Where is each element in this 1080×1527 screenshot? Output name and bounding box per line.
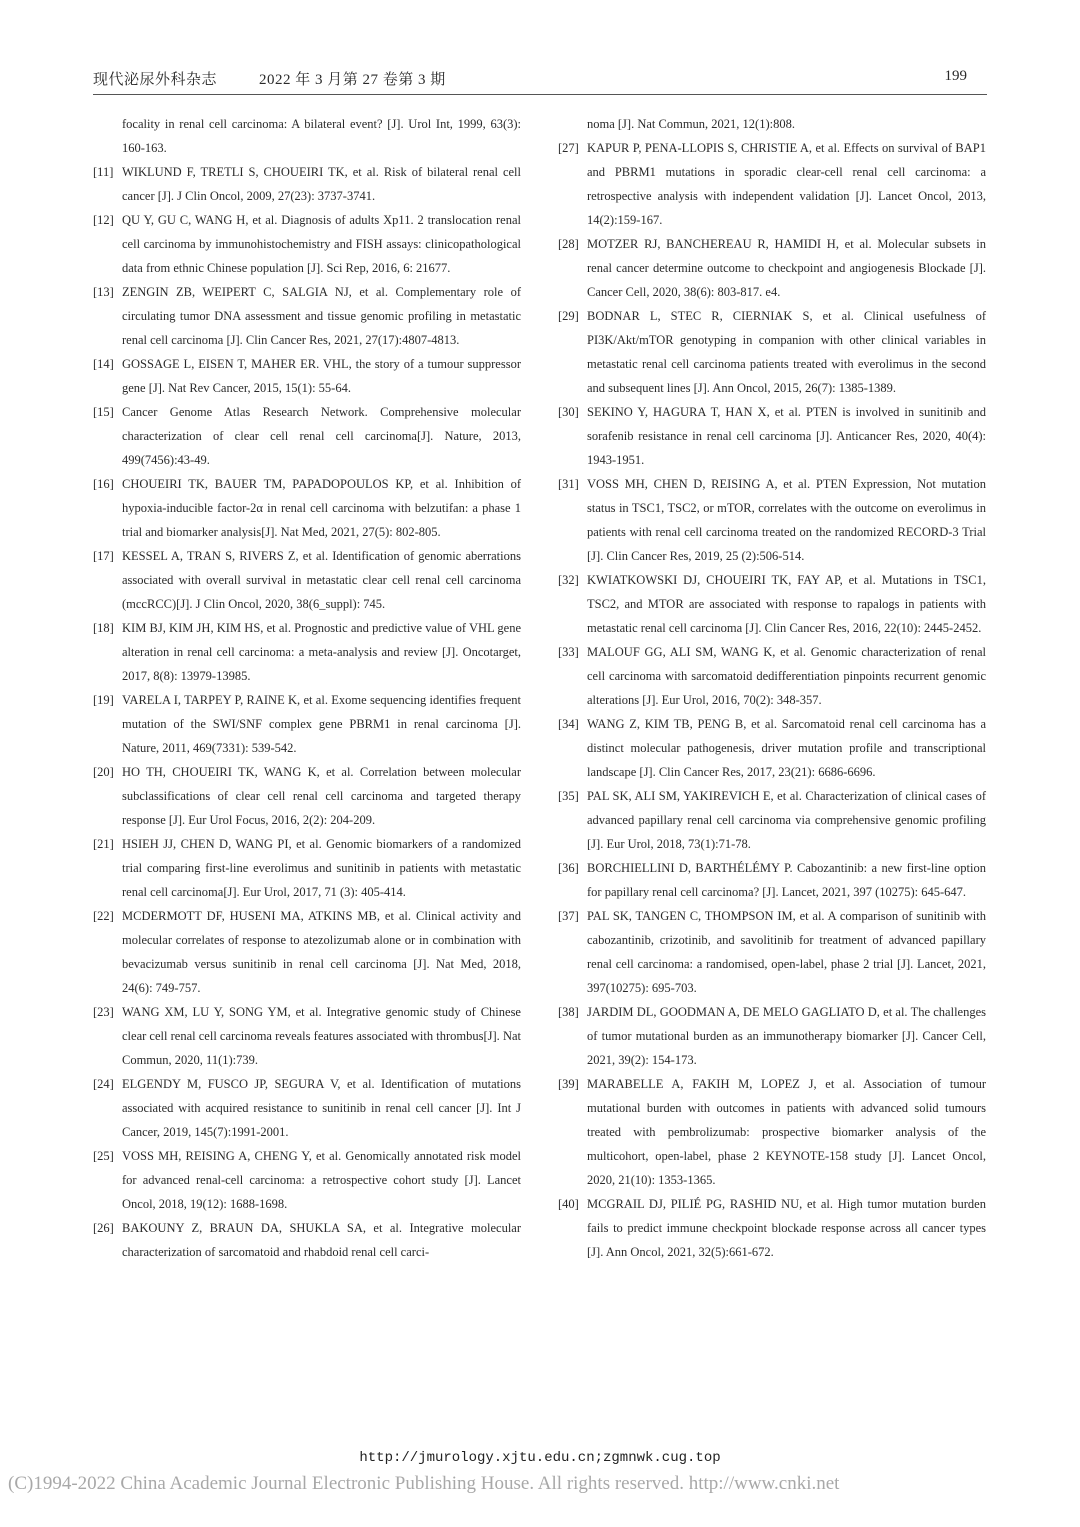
reference-number: [21]	[93, 837, 114, 851]
reference-text: KIM BJ, KIM JH, KIM HS, et al. Prognostic and predictive value of VHL gene alteration in renal cell carcinoma: a meta-analysis and review [J]. Oncotarget, 2017, 8(8): 13979-13985.	[122, 621, 521, 683]
reference-text: PAL SK, ALI SM, YAKIREVICH E, et al. Characterization of clinical cases of advanced papillary renal cell carcinoma via comprehensive genomic profiling [J]. Eur Urol, 2018, 73(1):71-78.	[587, 789, 986, 851]
reference-text: PAL SK, TANGEN C, THOMPSON IM, et al. A comparison of sunitinib with cabozantinib, crizotinib, and savolitinib for treatment of advanced papillary renal cell carcinoma: a randomised, open-label, phase 2 trial [J]. Lancet, 2021, 397(10275): 695-703.	[587, 909, 986, 995]
reference-text: MOTZER RJ, BANCHEREAU R, HAMIDI H, et al. Molecular subsets in renal cancer determine outcome to checkpoint and angiogenesis Blockade [J]. Cancer Cell, 2020, 38(6): 803-817. e4.	[587, 237, 986, 299]
reference-item	[93, 544, 521, 616]
reference-item	[558, 232, 986, 304]
reference-text: KESSEL A, TRAN S, RIVERS Z, et al. Identification of genomic aberrations associated with overall survival in metastatic clear cell renal cell carcinoma (mccRCC)[J]. J Clin Oncol, 2020, 38(6_suppl): 745.	[122, 549, 521, 611]
reference-item	[558, 568, 986, 640]
reference-number: [15]	[93, 405, 114, 419]
reference-number: [40]	[558, 1197, 579, 1211]
reference-item	[558, 1072, 986, 1192]
reference-item	[558, 472, 986, 568]
reference-item	[558, 400, 986, 472]
reference-number: [20]	[93, 765, 114, 779]
reference-item	[558, 640, 986, 712]
reference-number: [35]	[558, 789, 579, 803]
reference-text: VOSS MH, REISING A, CHENG Y, et al. Genomically annotated risk model for advanced renal-cell carcinoma: a retrospective cohort study [J]. Lancet Oncol, 2018, 19(12): 1688-1698.	[122, 1149, 521, 1211]
reference-item	[558, 136, 986, 232]
reference-text: WIKLUND F, TRETLI S, CHOUEIRI TK, et al. Risk of bilateral renal cell cancer [J]. J Clin Oncol, 2009, 27(23): 3737-3741.	[122, 165, 521, 203]
reference-text: BORCHIELLINI D, BARTHÉLÉMY P. Cabozantinib: a new first-line option for papillary renal cell carcinoma? [J]. Lancet, 2021, 397 (10275): 645-647.	[587, 861, 986, 899]
reference-number: [27]	[558, 141, 579, 155]
reference-text: KAPUR P, PENA-LLOPIS S, CHRISTIE A, et al. Effects on survival of BAP1 and PBRM1 mutations in sporadic clear-cell renal cell carcinoma: a retrospective analysis with independent validation [J]. Lancet Oncol, 2013, 14(2):159-167.	[587, 141, 986, 227]
issue-info: 2022 年 3 月第 27 卷第 3 期	[259, 72, 446, 88]
reference-item	[93, 112, 521, 160]
reference-text: SEKINO Y, HAGURA T, HAN X, et al. PTEN is involved in sunitinib and sorafenib resistance in renal cell carcinoma [J]. Anticancer Res, 2020, 40(4): 1943-1951.	[587, 405, 986, 467]
journal-title: 现代泌尿外科杂志	[93, 72, 218, 88]
reference-number: [37]	[558, 909, 579, 923]
reference-item	[558, 856, 986, 904]
reference-item	[558, 1000, 986, 1072]
reference-item	[93, 280, 521, 352]
reference-text: MCDERMOTT DF, HUSENI MA, ATKINS MB, et al. Clinical activity and molecular correlates of response to atezolizumab alone or in combination with bevacizumab versus sunitinib in renal cell carcinoma [J]. Nat Med, 2018, 24(6): 749-757.	[122, 909, 521, 995]
reference-number: [17]	[93, 549, 114, 563]
reference-item	[93, 760, 521, 832]
reference-text: KWIATKOWSKI DJ, CHOUEIRI TK, FAY AP, et al. Mutations in TSC1, TSC2, and MTOR are associated with response to rapalogs in patients with metastatic renal cell carcinoma [J]. Clin Cancer Res, 2016, 22(10): 2445-2452.	[587, 573, 986, 635]
reference-item	[93, 688, 521, 760]
reference-number: [30]	[558, 405, 579, 419]
reference-number: [23]	[93, 1005, 114, 1019]
reference-text: MARABELLE A, FAKIH M, LOPEZ J, et al. Association of tumour mutational burden with outcomes in patients with advanced solid tumours treated with pembrolizumab: prospective biomarker analysis of the multicohort, open-label, phase 2 KEYNOTE-158 study [J]. Lancet Oncol, 2020, 21(10): 1353-1365.	[587, 1077, 986, 1187]
reference-item	[558, 304, 986, 400]
reference-number: [26]	[93, 1221, 114, 1235]
reference-item	[93, 904, 521, 1000]
reference-text: noma [J]. Nat Commun, 2021, 12(1):808.	[587, 117, 795, 131]
reference-item	[93, 1144, 521, 1216]
reference-item	[93, 352, 521, 400]
reference-text: MALOUF GG, ALI SM, WANG K, et al. Genomic characterization of renal cell carcinoma with sarcomatoid dedifferentiation pinpoints recurrent genomic alterations [J]. Eur Urol, 2016, 70(2): 348-357.	[587, 645, 986, 707]
reference-text: MCGRAIL DJ, PILIÉ PG, RASHID NU, et al. High tumor mutation burden fails to predict immune checkpoint blockade response across all cancer types [J]. Ann Oncol, 2021, 32(5):661-672.	[587, 1197, 986, 1259]
reference-item	[93, 616, 521, 688]
reference-text: Cancer Genome Atlas Research Network. Comprehensive molecular characterization of clear cell renal cell carcinoma[J]. Nature, 2013, 499(7456):43-49.	[122, 405, 521, 467]
reference-text: WANG XM, LU Y, SONG YM, et al. Integrative genomic study of Chinese clear cell renal cell carcinoma reveals features associated with thrombus[J]. Nat Commun, 2020, 11(1):739.	[122, 1005, 521, 1067]
reference-text: focality in renal cell carcinoma: A bilateral event? [J]. Urol Int, 1999, 63(3): 160-163.	[122, 117, 521, 155]
page-number: 199	[944, 68, 967, 84]
reference-number: [39]	[558, 1077, 579, 1091]
copyright-watermark: (C)1994-2022 China Academic Journal Electronic Publishing House. All rights reserved. http://www.cnki.net	[8, 1473, 840, 1494]
reference-number: [11]	[93, 165, 114, 179]
reference-text: QU Y, GU C, WANG H, et al. Diagnosis of adults Xp11. 2 translocation renal cell carcinoma by immunohistochemistry and FISH assays: clinicopathological data from ethnic Chinese population [J]. Sci Rep, 2016, 6: 21677.	[122, 213, 521, 275]
running-header	[93, 66, 987, 95]
reference-number: [24]	[93, 1077, 114, 1091]
reference-number: [31]	[558, 477, 579, 491]
reference-number: [29]	[558, 309, 579, 323]
reference-text: CHOUEIRI TK, BAUER TM, PAPADOPOULOS KP, et al. Inhibition of hypoxia-inducible factor-2α in renal cell carcinoma with belzutifan: a phase 1 trial and biomarker analysis[J]. Nat Med, 2021, 27(5): 802-805.	[122, 477, 521, 539]
reference-item	[93, 400, 521, 472]
reference-item	[93, 1216, 521, 1264]
reference-number: [33]	[558, 645, 579, 659]
reference-number: [13]	[93, 285, 114, 299]
reference-text: VARELA I, TARPEY P, RAINE K, et al. Exome sequencing identifies frequent mutation of the SWI/SNF complex gene PBRM1 in renal carcinoma [J]. Nature, 2011, 469(7331): 539-542.	[122, 693, 521, 755]
reference-number: [36]	[558, 861, 579, 875]
reference-text: VOSS MH, CHEN D, REISING A, et al. PTEN Expression, Not mutation status in TSC1, TSC2, or mTOR, correlates with the outcome on everolimus in patients with renal cell carcinoma treated on the randomized RECORD-3 Trial [J]. Clin Cancer Res, 2019, 25 (2):506-514.	[587, 477, 986, 563]
reference-item	[93, 208, 521, 280]
reference-number: [25]	[93, 1149, 114, 1163]
reference-text: BAKOUNY Z, BRAUN DA, SHUKLA SA, et al. Integrative molecular characterization of sarcomatoid and rhabdoid renal cell carci-	[122, 1221, 521, 1259]
reference-number: [22]	[93, 909, 114, 923]
reference-text: ZENGIN ZB, WEIPERT C, SALGIA NJ, et al. Complementary role of circulating tumor DNA assessment and tissue genomic profiling in metastatic renal cell carcinoma [J]. Clin Cancer Res, 2021, 27(17):4807-4813.	[122, 285, 521, 347]
reference-item	[558, 112, 986, 136]
reference-number: [32]	[558, 573, 579, 587]
reference-text: HSIEH JJ, CHEN D, WANG PI, et al. Genomic biomarkers of a randomized trial comparing first-line everolimus and sunitinib in patients with metastatic renal cell carcinoma[J]. Eur Urol, 2017, 71 (3): 405-414.	[122, 837, 521, 899]
reference-item	[93, 1000, 521, 1072]
reference-number: [38]	[558, 1005, 579, 1019]
reference-item	[558, 784, 986, 856]
reference-item	[93, 160, 521, 208]
left-column-references	[93, 112, 521, 1264]
reference-text: GOSSAGE L, EISEN T, MAHER ER. VHL, the story of a tumour suppressor gene [J]. Nat Rev Cancer, 2015, 15(1): 55-64.	[122, 357, 521, 395]
reference-item	[558, 904, 986, 1000]
reference-number: [12]	[93, 213, 114, 227]
right-column-references	[558, 112, 986, 1264]
reference-number: [19]	[93, 693, 114, 707]
reference-number: [34]	[558, 717, 579, 731]
footer-url: http://jmurology.xjtu.edu.cn;zgmnwk.cug.top	[359, 1450, 721, 1466]
reference-text: HO TH, CHOUEIRI TK, WANG K, et al. Correlation between molecular subclassifications of clear cell renal cell carcinoma and targeted therapy response [J]. Eur Urol Focus, 2016, 2(2): 204-209.	[122, 765, 521, 827]
reference-text: JARDIM DL, GOODMAN A, DE MELO GAGLIATO D, et al. The challenges of tumor mutational burden as an immunotherapy biomarker [J]. Cancer Cell, 2021, 39(2): 154-173.	[587, 1005, 986, 1067]
reference-text: ELGENDY M, FUSCO JP, SEGURA V, et al. Identification of mutations associated with acquired resistance to sunitinib in renal cell cancer [J]. Int J Cancer, 2019, 145(7):1991-2001.	[122, 1077, 521, 1139]
reference-item	[558, 1192, 986, 1264]
reference-item	[93, 1072, 521, 1144]
reference-item	[93, 832, 521, 904]
reference-number: [28]	[558, 237, 579, 251]
reference-text: BODNAR L, STEC R, CIERNIAK S, et al. Clinical usefulness of PI3K/Akt/mTOR genotyping in companion with other clinical variables in metastatic renal cell carcinoma patients treated with everolimus in the second and subsequent lines [J]. Ann Oncol, 2015, 26(7): 1385-1389.	[587, 309, 986, 395]
reference-number: [16]	[93, 477, 114, 491]
reference-text: WANG Z, KIM TB, PENG B, et al. Sarcomatoid renal cell carcinoma has a distinct molecular pathogenesis, driver mutation profile and transcriptional landscape [J]. Clin Cancer Res, 2017, 23(21): 6686-6696.	[587, 717, 986, 779]
reference-item	[93, 472, 521, 544]
reference-item	[558, 712, 986, 784]
reference-number: [18]	[93, 621, 114, 635]
reference-number: [14]	[93, 357, 114, 371]
